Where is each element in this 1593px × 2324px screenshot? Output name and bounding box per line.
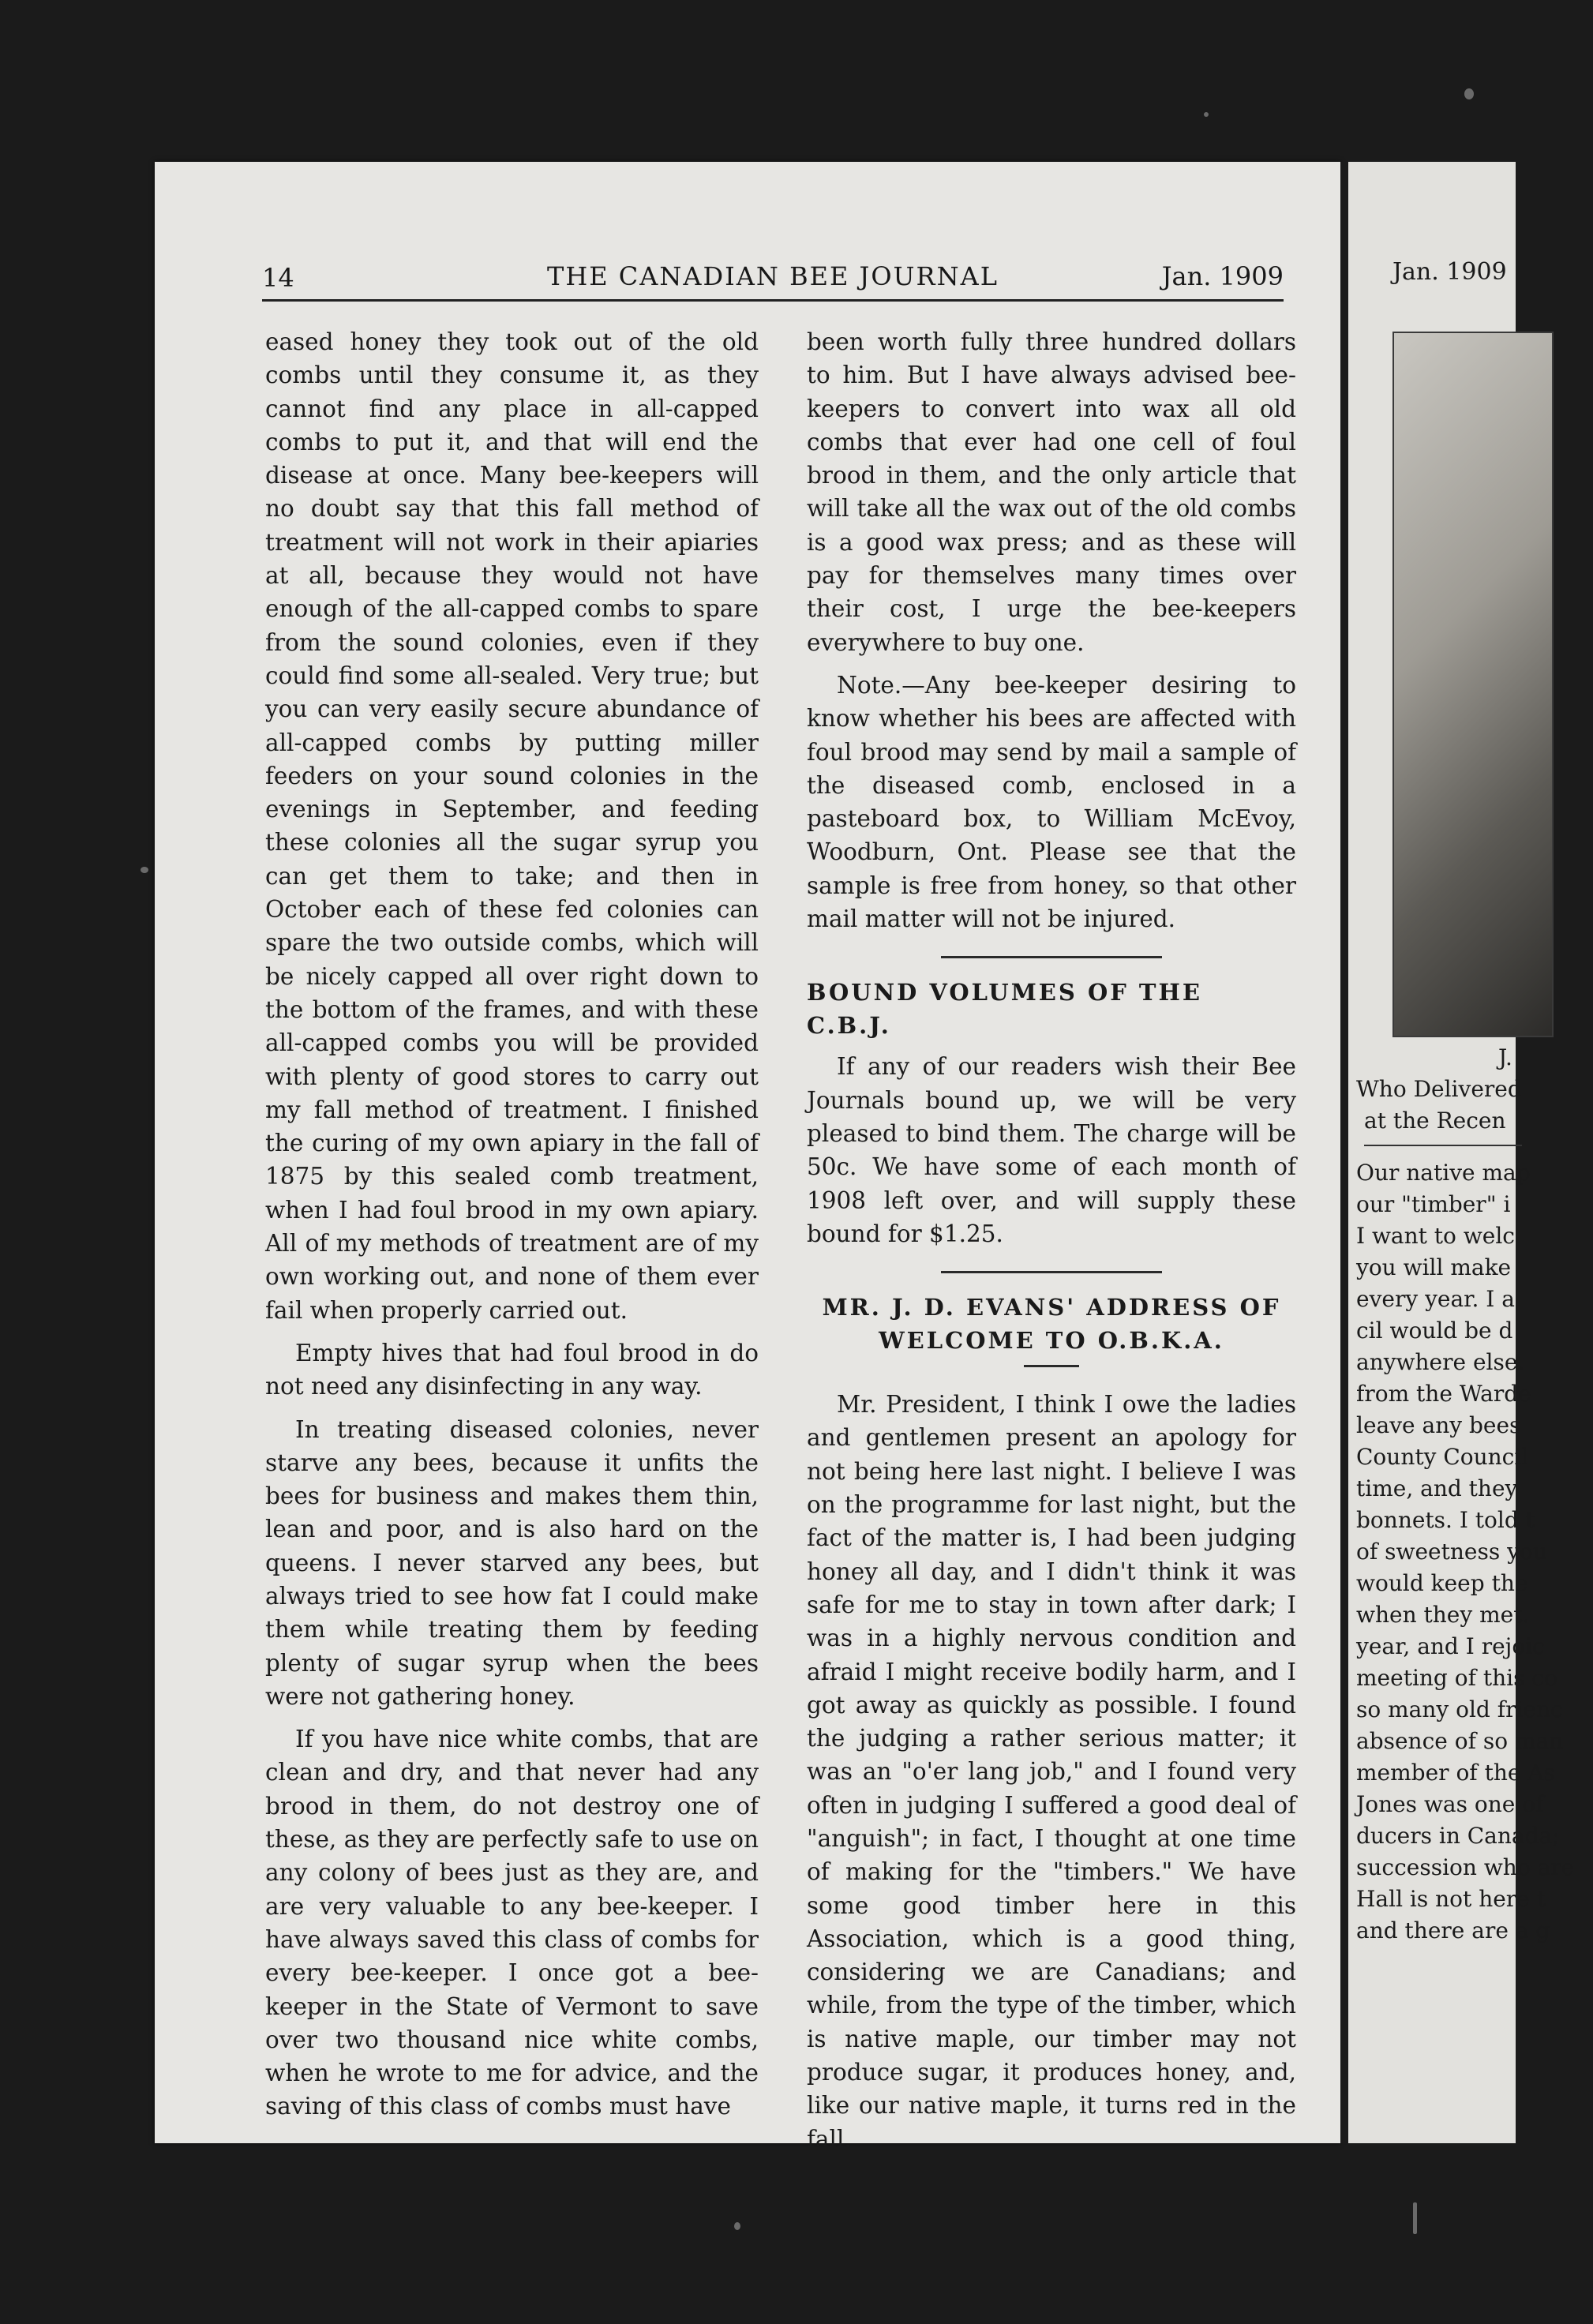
article-heading-line-1: MR. J. D. EVANS' ADDRESS OF [822, 1294, 1281, 1321]
caption-divider [1364, 1145, 1522, 1146]
facing-page-line: when they met. [1356, 1602, 1530, 1628]
note-paragraph: Note.—Any bee-keeper desiring to know whether his bees are affected with foul brood may send by mail a sample of the diseased comb, enclosed in a pasteboard box, to William McEvoy, Woodburn, Ont. Please see that the sample is free from honey, so that other mail matter will not be injured. [807, 671, 1296, 933]
facing-page-text [1356, 1042, 1593, 1947]
facing-page-line: leave any bees [1356, 1412, 1521, 1438]
heading-divider [1024, 1365, 1079, 1367]
journal-page [155, 162, 1340, 2153]
facing-page-line: every year. I a [1356, 1286, 1515, 1312]
facing-page-line: year, and I rejoic [1356, 1633, 1545, 1659]
facing-page-line: Our native map [1356, 1160, 1531, 1186]
page-number: 14 [262, 263, 294, 293]
facing-page-line: I want to welc [1356, 1223, 1515, 1249]
facing-page-line: absence of so man [1356, 1728, 1564, 1754]
paragraph: been worth fully three hundred dollars to him. But I have always advised bee-keepers to convert into wax all old combs that ever had one cell of foul brood in them, and the only article that will take all the wax out of the old combs is a good wax press; and as these will pay for themselves many times over their cost, I urge the bee-keepers everywhere to buy one. [807, 328, 1296, 656]
scan-speck [1413, 2202, 1417, 2234]
photo-caption-line: Who Delivered [1356, 1076, 1522, 1102]
journal-title: THE CANADIAN BEE JOURNAL [547, 261, 999, 291]
facing-page-line: of sweetness you [1356, 1539, 1547, 1565]
facing-page-line: meeting of this co [1356, 1665, 1557, 1691]
paragraph: If any of our readers wish their Bee Journals bound up, we will be very pleased to bind them. The charge will be 50c. We have some of each month of 1908 left over, and will supply these bound for $1.25. [807, 1053, 1296, 1247]
facing-page-line: so many old frienc [1356, 1696, 1563, 1722]
portrait-photo [1392, 332, 1554, 1037]
facing-page-line: and there are a g [1356, 1917, 1550, 1944]
scan-speck [1464, 88, 1474, 99]
scan-speck [1204, 112, 1209, 117]
facing-page-line: time, and they [1356, 1475, 1518, 1501]
issue-date: Jan. 1909 [1161, 261, 1284, 291]
facing-page-line: from the Warde [1356, 1381, 1531, 1407]
photo-caption-line: at the Recen [1364, 1108, 1506, 1134]
section-divider [941, 956, 1162, 958]
scan-speck [141, 867, 148, 873]
facing-page-line: would keep the [1356, 1570, 1528, 1596]
facing-page-line: member of the As [1356, 1760, 1555, 1786]
right-column [807, 325, 1296, 2165]
section-divider [941, 1271, 1162, 1273]
facing-page-body [1356, 1157, 1593, 1947]
facing-page-date: Jan. 1909 [1392, 258, 1507, 286]
facing-page-line: Hall is not here t [1356, 1886, 1546, 1912]
facing-page-line: Jones was one of [1356, 1791, 1544, 1817]
paragraph: eased honey they took out of the old combs until they consume it, as they cannot find any place in all-capped combs to put it, and that will end the disease at once. Many bee-keepers will no doubt say that this fall method of treatment will not work in their apiaries at all, because they would not have enough of the all-capped combs to spare from the sound colonies, even if they could find some all-sealed. Very true; but you can very easily secure abundance of all-capped combs by putting miller feeders on your sound colonies in the evenings in September, and feeding these colonies all the sugar syrup you can get them to take; and then in October each of these fed colonies can spare the two outside combs, which will be nicely capped all over right down to the bottom of the frames, and with these all-capped combs you will be provided with plenty of good stores to carry out my fall method of treatment. I finished the curing of my own apiary in the fall of 1875 by this sealed comb treatment, when I had foul brood in my own apiary. All of my methods of treatment are of my own working out, and none of them ever fail when properly carried out. [265, 328, 759, 1324]
page-gutter [1340, 162, 1348, 2143]
facing-page-line: our "timber" i [1356, 1191, 1511, 1217]
facing-page-line: you will make [1356, 1254, 1512, 1280]
paragraph: Empty hives that had foul brood in do not need any disinfecting in any way. [265, 1339, 759, 1400]
facing-page [1348, 162, 1575, 2143]
photo-caption-name: J. [1498, 1044, 1512, 1070]
facing-page-line: bonnets. I told t [1356, 1507, 1535, 1533]
paragraph: Mr. President, I think I owe the ladies and gentlemen present an apology for not being here last night. I believe I was on the programme for last night, but the fact of the matter is, I had been judging honey all day, and I didn't think it was safe for me to stay in town after dark; I was in a highly nervous condition and afraid I might receive bodily harm, and I got away as quickly as possible. I found the judging a rather serious matter; it was an "o'er lang job," and I found very often in judging I suffered a good deal of "anguish"; in fact, I thought at one time of making for the "timbers." We have some good timber here in this Association, which is a good thing, considering we are Canadians; and while, from the type of the timber, which is native maple, our timber may not produce sugar, it produces honey, and, like our native maple, it turns red in the fall. [807, 1391, 1296, 2153]
left-column [265, 325, 759, 2133]
paragraph: In treating diseased colonies, never starve any bees, because it unfits the bees for business and makes them thin, lean and poor, and is also hard on the queens. I never starved any bees, but always tried to see how fat I could make them while treating them by feeding plenty of sugar syrup when the bees were not gathering honey. [265, 1415, 759, 1710]
scan-speck [734, 2222, 740, 2230]
facing-page-line: cil would be d [1356, 1318, 1513, 1344]
facing-page-line: ducers in Canada; [1356, 1823, 1560, 1849]
article-heading-line-2: WELCOME TO O.B.K.A. [879, 1327, 1224, 1355]
section-heading: BOUND VOLUMES OF THE C.B.J. [807, 979, 1202, 1040]
paragraph: If you have nice white combs, that are clean and dry, and that never had any brood in them, do not destroy one of these, as they are perfectly safe to use on any colony of bees just as they are, and are very valuable to any bee-keeper. I have always saved this class of combs for every bee-keeper. I once got a bee-keeper in the State of Vermont to save over two thousand nice white combs, when he wrote to me for advice, and the saving of this class of combs must have [265, 1726, 759, 2120]
page-header [262, 255, 1284, 302]
facing-page-line: succession who are [1356, 1854, 1575, 1880]
facing-page-line: anywhere else. [1356, 1349, 1525, 1375]
facing-page-line: County Council [1356, 1444, 1529, 1470]
